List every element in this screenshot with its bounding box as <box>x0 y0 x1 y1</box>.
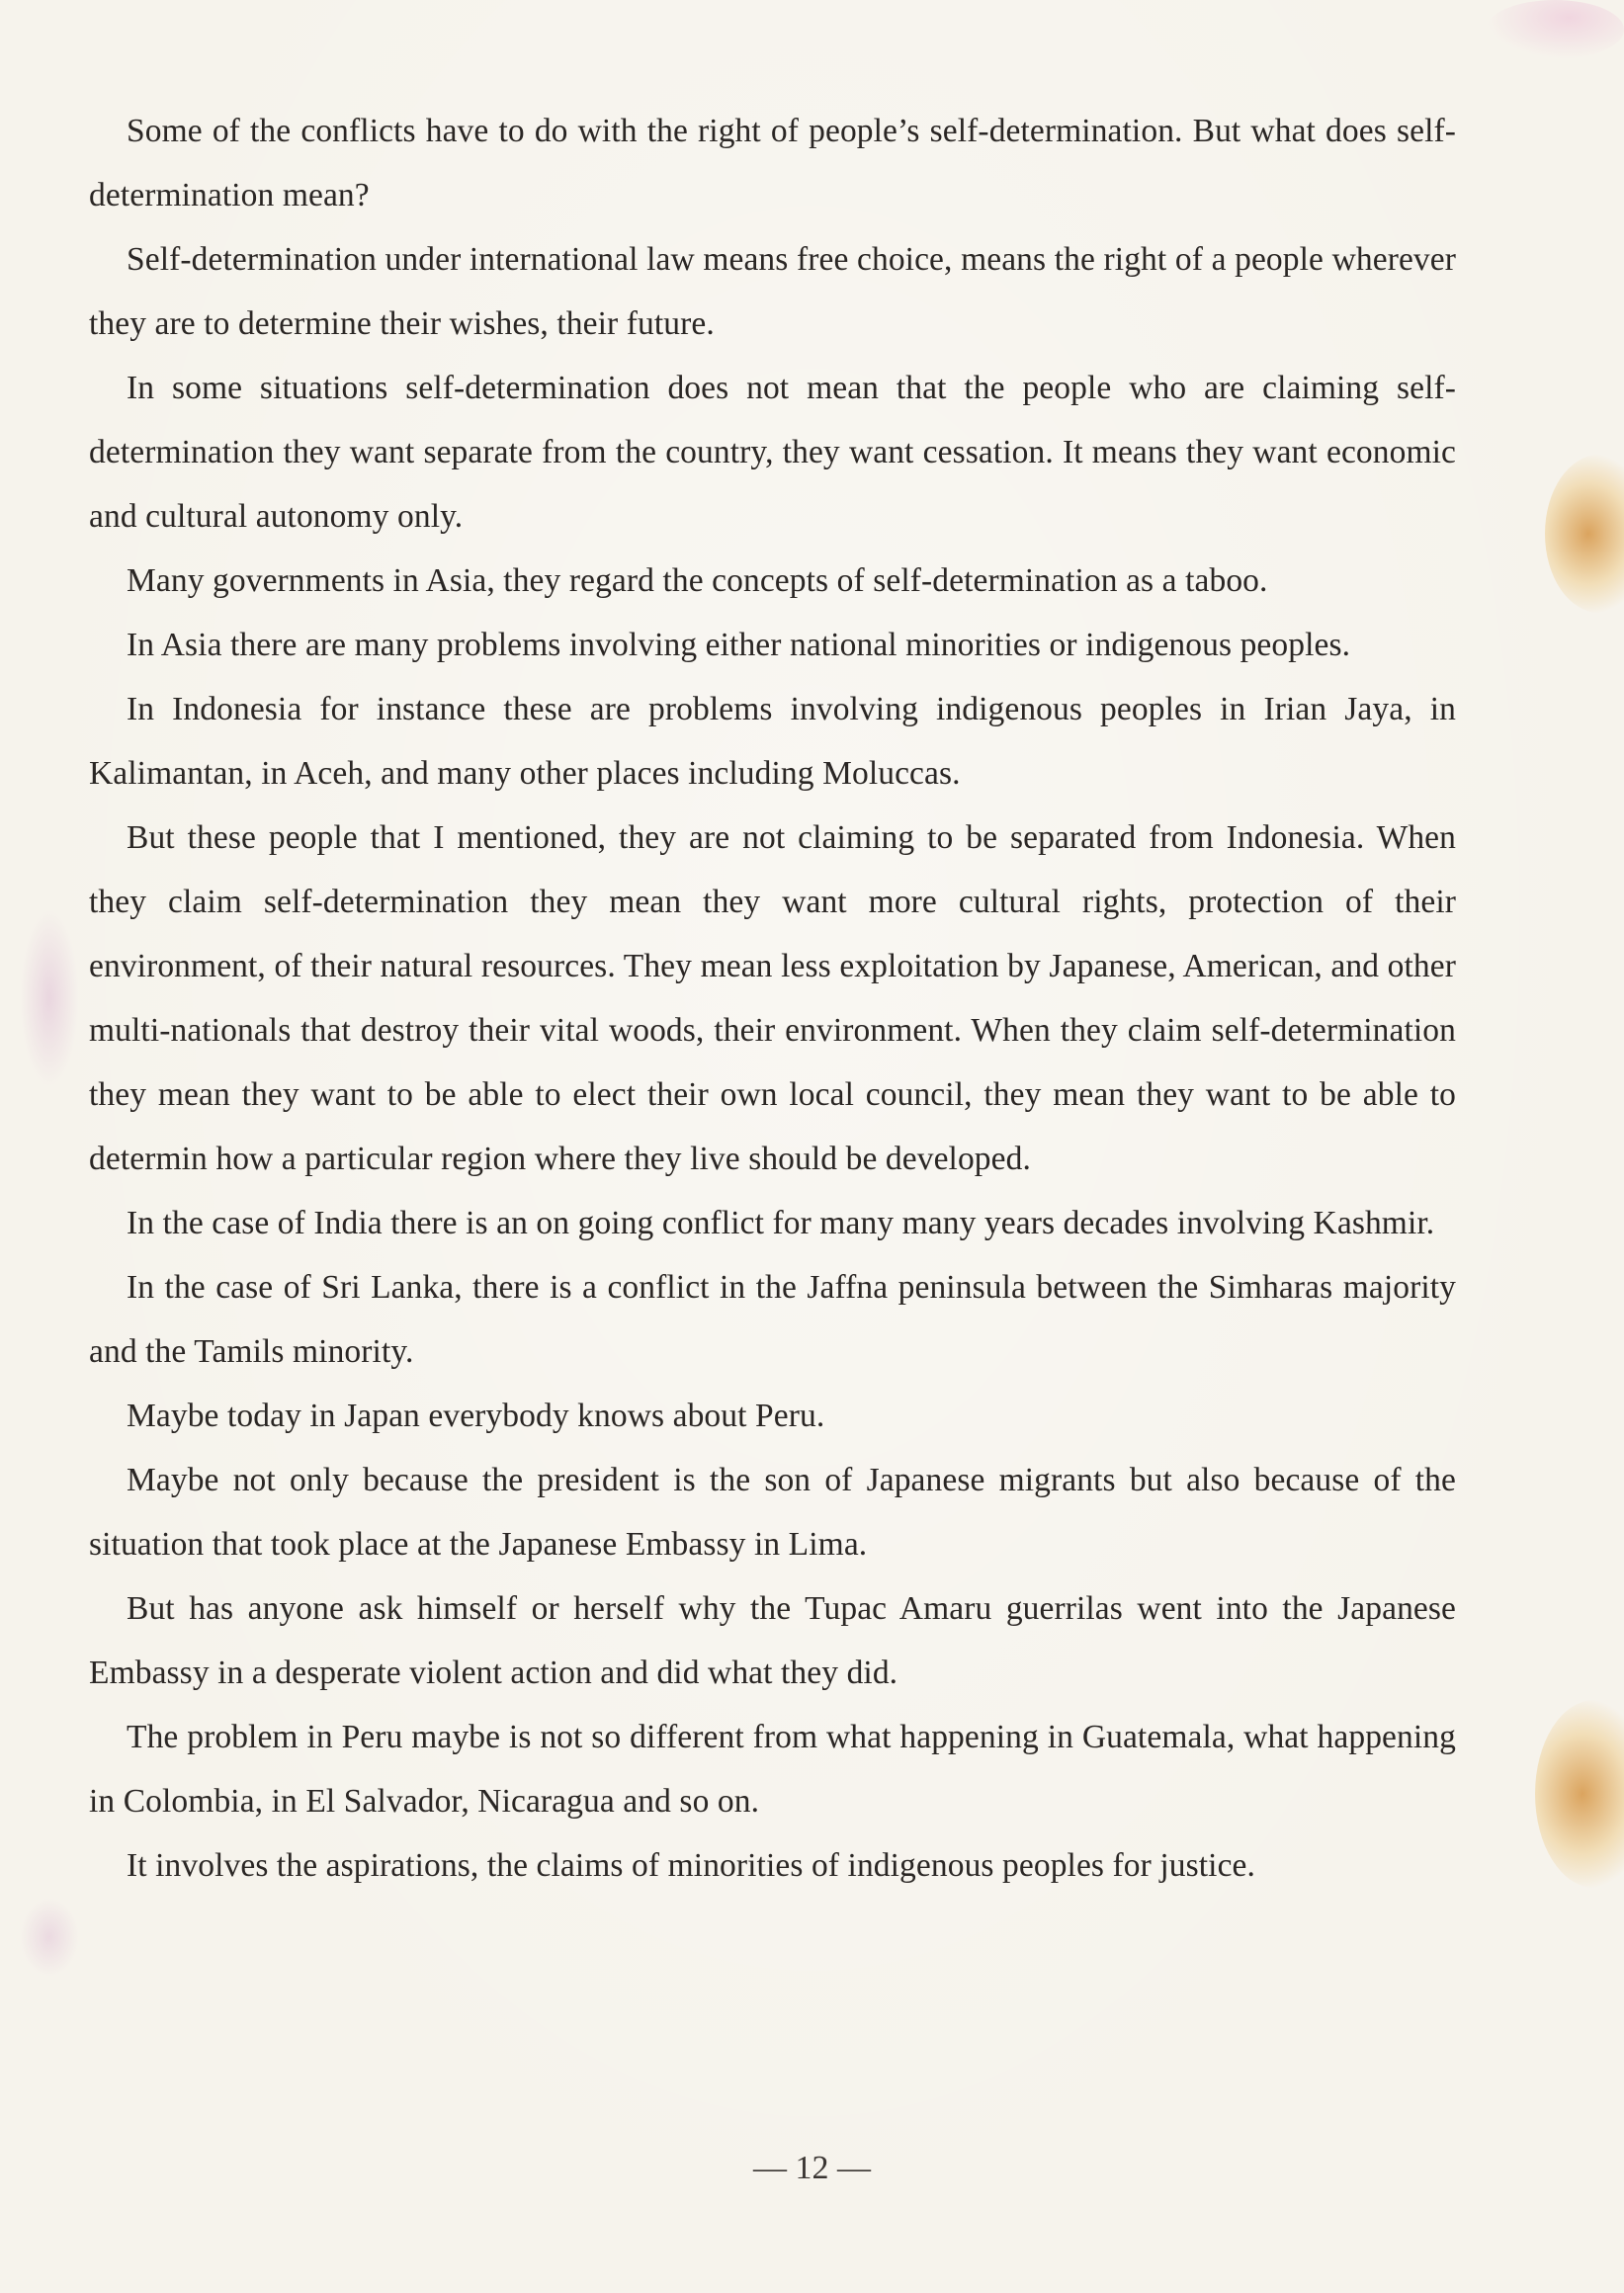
paragraph: In the case of Sri Lanka, there is a conflict in the Jaffna peninsula between the Simharas majority and the Tamils minority. <box>89 1269 1456 1370</box>
page-stain <box>1545 455 1624 613</box>
paragraph: It involves the aspirations, the claims of minorities of indigenous peoples for justice. <box>127 1847 1255 1884</box>
paragraph: In Asia there are many problems involving either national minorities or indigenous peoples. <box>127 627 1351 663</box>
paragraph: In some situations self-determination does not mean that the people who are claiming self-determination they want separate from the country, they want cessation. It means they want economic and cultural autonomy only. <box>89 370 1456 535</box>
page-stain <box>1486 0 1624 59</box>
paragraph: But has anyone ask himself or herself why the Tupac Amaru guerrilas went into the Japanese Embassy in a desperate violent action and did what they did. <box>89 1590 1456 1691</box>
paragraph: In the case of India there is an on going conflict for many many years decades involving Kashmir. <box>127 1205 1435 1241</box>
paragraph: But these people that I mentioned, they are not claiming to be separated from Indonesia. When they claim self-determination they mean they want more cultural rights, protection of their environment, of their natural resources. They mean less exploitation by Japanese, American, and other multi-nationals that destroy their vital woods, their environment. When they claim self-determination they mean they want to be able to elect their own local council, they mean they want to be able to determin how a particular region where they live should be developed. <box>89 819 1456 1177</box>
page-stain <box>20 909 79 1087</box>
paragraph: Many governments in Asia, they regard the concepts of self-determination as a taboo. <box>127 562 1268 599</box>
page-stain <box>1535 1700 1624 1888</box>
paragraph: In Indonesia for instance these are problems involving indigenous peoples in Irian Jaya, in Kalimantan, in Aceh, and many other places including Moluccas. <box>89 691 1456 792</box>
paragraph: Maybe today in Japan everybody knows about Peru. <box>127 1398 825 1434</box>
page-number: — 12 — <box>753 2150 871 2186</box>
paragraph: Some of the conflicts have to do with the right of people’s self-determination. But what does self-determination mean? <box>89 113 1456 213</box>
body-text <box>89 99 1456 1898</box>
paragraph: The problem in Peru maybe is not so different from what happening in Guatemala, what happening in Colombia, in El Salvador, Nicaragua and so on. <box>89 1719 1456 1820</box>
paragraph: Maybe not only because the president is the son of Japanese migrants but also because of the situation that took place at the Japanese Embassy in Lima. <box>89 1462 1456 1563</box>
page-stain <box>20 1898 79 1977</box>
paragraph: Self-determination under international law means free choice, means the right of a people wherever they are to determine their wishes, their future. <box>89 241 1456 342</box>
